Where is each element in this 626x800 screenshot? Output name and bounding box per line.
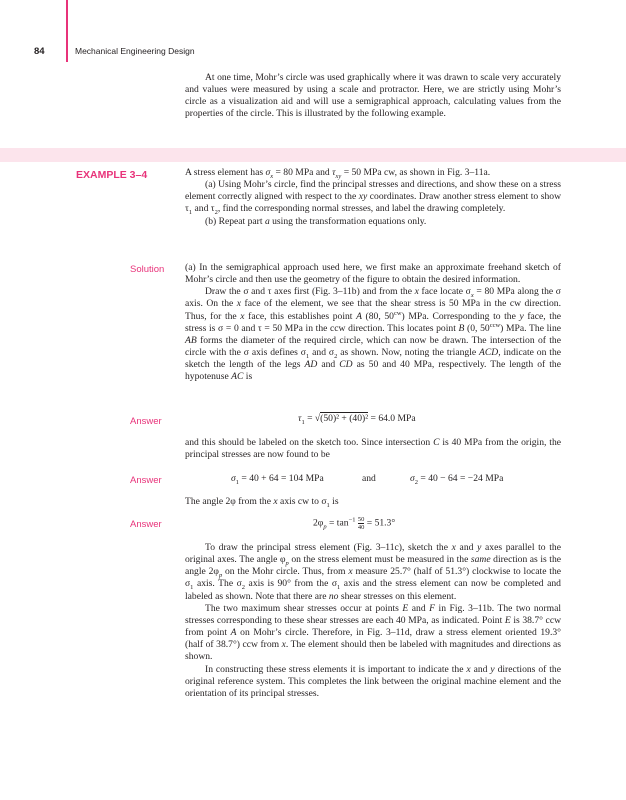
- after-eq1-text: and this should be labeled on the sketch too. Since intersection C is 40 MPa from the origin, the principal stresses are now found to be: [185, 437, 561, 461]
- solution-label: Solution: [130, 264, 165, 275]
- example-label: EXAMPLE 3–4: [76, 169, 148, 181]
- answer-label-2: Answer: [130, 475, 162, 486]
- page-number: 84: [34, 46, 45, 57]
- equation-sigma1: $\sigma_1 = 40 + 64 = 104$ MPa: [231, 473, 324, 486]
- header-rule: [66, 0, 68, 62]
- equation-sigma2: $\sigma_2 = 40 - 64 = -24$ MPa: [410, 473, 504, 486]
- sqrt-icon: √: [314, 413, 321, 424]
- fraction: $\frac{50}{40}$: [357, 516, 365, 531]
- closing-text: To draw the principal stress element (Fig. 3–11c), sketch the x and y axes parallel to the original axes. The angle $\varphi_p$ on the stress element must be measured in the same direction as is the angle $2\varphi_p$ on the Mohr circle. Thus, from x measure 25.7° (half of 51.3°) clockwise to locate the $\sigma_1$ axis. The $\sigma_2$ axis is 90° from the $\sigma_1$ axis and the stress element can now be completed and labeled as shown. Note that there are no shear stresses on this element. The two maximum shear stresses occur at points E and F in Fig. 3–11b. The two normal stresses corresponding to these shear stresses are each 40 MPa, as indicated. Point E is 38.7° ccw from point A on Mohr’s circle. Therefore, in Fig. 3–11d, draw a stress element oriented 19.3° (half of 38.7°) ccw from x. The element should then be labeled with magnitudes and directions as shown. In constructing these stress elements it is important to indicate the x and y directions of the original reference system. This completes the link between the original machine element and the orientation of its principal stresses.: [185, 542, 562, 699]
- equation-angle: $2\varphi_p = \tan^{-1}$ $\frac{50}{40}$ = 51.3°: [313, 516, 396, 531]
- answer-label-3: Answer: [130, 519, 162, 530]
- angle-text: The angle 2φ from the x axis cw to $\sigma_1$ is: [185, 496, 339, 509]
- running-title: Mechanical Engineering Design: [75, 46, 195, 56]
- solution-text: (a) In the semigraphical approach used here, we first make an approximate freehand sketch of Mohr’s circle and then use the geometry of the figure to obtain the desired information. Draw the σ and τ axes first (Fig. 3–11b) and from the x face locate $\sigma_x = 80$ MPa along the σ axis. On the x face of the element, we see that the shear stress is 50 MPa in the cw direction. Thus, for the x face, this establishes point A (80, $50^{cw}$) MPa. Corresponding to the y face, the stress is σ = 0 and τ = 50 MPa in the ccw direction. This locates point B (0, $50^{ccw}$) MPa. The line AB forms the diameter of the required circle, which can now be drawn. The intersection of the circle with the σ axis defines $\sigma_1$ and $\sigma_2$ as shown. Now, noting the triangle ACD, indicate on the sketch the length of the legs AD and CD as 50 and 40 MPa, respectively. The length of the hypotenuse AC is: [185, 262, 562, 383]
- example-band: [0, 148, 626, 162]
- equation-and: and: [362, 473, 376, 484]
- intro-paragraph: At one time, Mohr’s circle was used graphically where it was drawn to scale very accurately and values were measured by using a scale and protractor. Here, we are strictly using Mohr’s circle as a visualization aid and will use a semigraphical approach, calculating values from the properties of the circle. This is illustrated by the following example.: [185, 72, 561, 120]
- answer-label-1: Answer: [130, 416, 162, 427]
- equation-tau1: $\tau_1 = √(50)^2 + (40)^2 = 64.0$ MPa: [298, 413, 416, 426]
- example-statement: A stress element has $\sigma_x = 80$ MPa and $\tau_{xy} = 50$ MPa cw, as shown in Fig. 3–11a. (a) Using Mohr’s circle, find the principal stresses and directions, and show these on a stress element correctly aligned with respect to the xy coordinates. Draw another stress element to show $\tau_1$ and $\tau_2$, find the corresponding normal stresses, and label the drawing completely. (b) Repeat part a using the transformation equations only.: [185, 167, 561, 227]
